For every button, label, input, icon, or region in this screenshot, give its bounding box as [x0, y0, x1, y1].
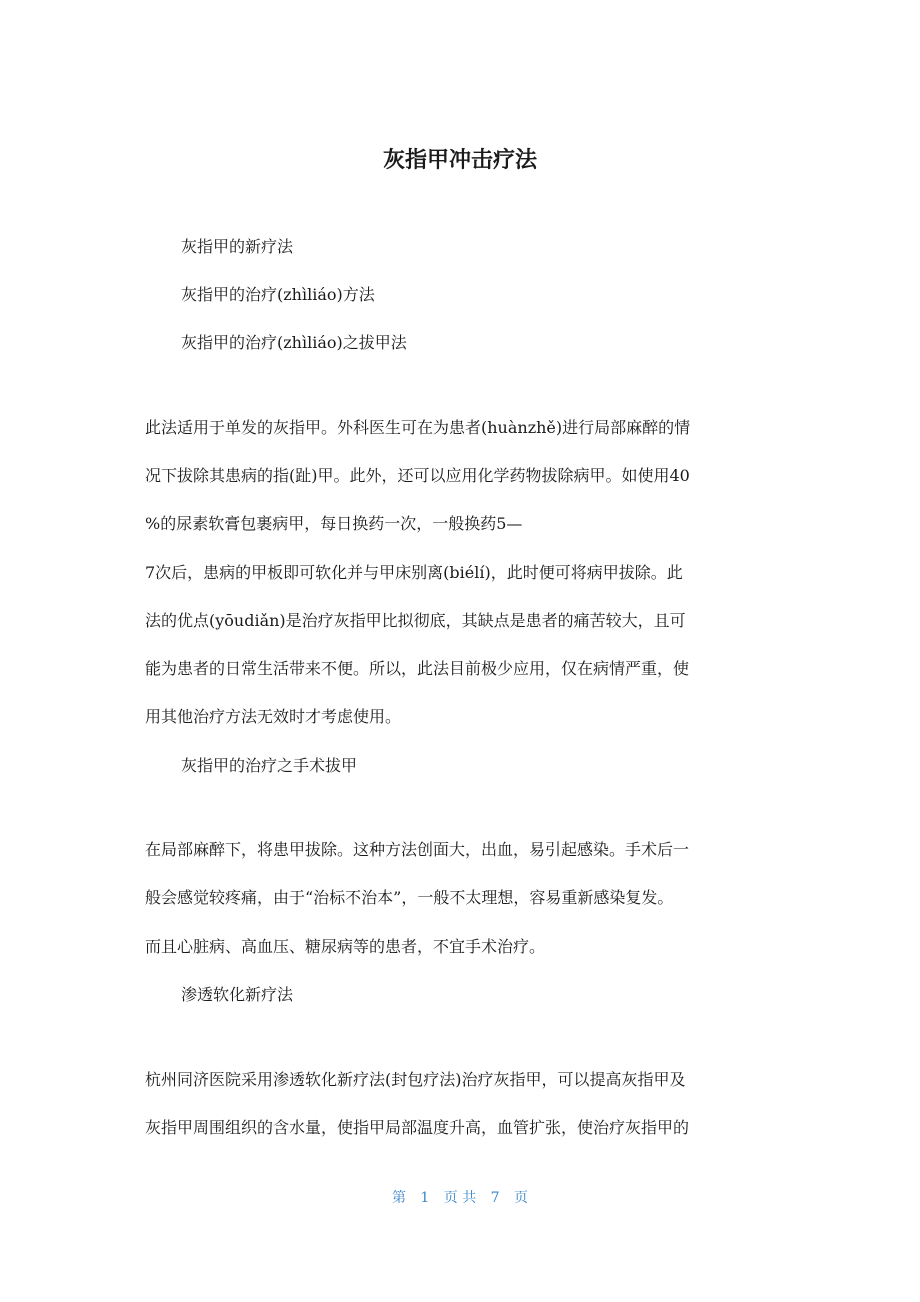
paragraph-line: 此法适用于单发的灰指甲。外科医生可在为患者(huànzhě)进行局部麻醉的情: [145, 418, 691, 437]
page-label-prefix: 第: [391, 1190, 406, 1206]
document-title: 灰指甲冲击疗法: [382, 148, 537, 173]
paragraph-line: 7次后，患病的甲板即可软化并与甲床别离(biélí)，此时便可将病甲拔除。此: [145, 563, 683, 582]
page-footer: [0, 1187, 920, 1209]
paragraph-line: 用其他治疗方法无效时才考虑使用。: [145, 707, 402, 726]
paragraph-line: 杭州同济医院采用渗透软化新疗法(封包疗法)治疗灰指甲，可以提高灰指甲及: [145, 1070, 686, 1089]
subheading-nail-removal: 灰指甲的治疗(zhìliáo)之拔甲法: [181, 333, 407, 352]
paragraph-line: %的尿素软膏包裹病甲，每日换药一次，一般换药5—: [145, 514, 523, 533]
paragraph-line: 灰指甲周围组织的含水量，使指甲局部温度升高，血管扩张，使治疗灰指甲的: [145, 1118, 690, 1137]
paragraph-line: 而且心脏病、高血压、糖尿病等的患者，不宜手术治疗。: [145, 937, 546, 956]
paragraph-line: 在局部麻醉下，将患甲拔除。这种方法创面大，出血，易引起感染。手术后一: [145, 840, 690, 859]
subheading-new-therapy: 灰指甲的新疗法: [181, 237, 294, 256]
paragraph-line: 能为患者的日常生活带来不便。所以，此法目前极少应用，仅在病情严重，使: [145, 659, 690, 678]
page-label-mid: 页 共: [443, 1190, 477, 1206]
page-label-suffix: 页: [514, 1190, 529, 1206]
subheading-surgical-removal: 灰指甲的治疗之手术拔甲: [181, 756, 358, 775]
paragraph-line: 法的优点(yōudiǎn)是治疗灰指甲比拟彻底，其缺点是患者的痛苦较大，且可: [145, 611, 686, 630]
current-page-number: 1: [420, 1190, 430, 1206]
subheading-treatment-method: 灰指甲的治疗(zhìliáo)方法: [181, 285, 375, 304]
paragraph-line: 般会感觉较疼痛，由于“治标不治本”，一般不太理想，容易重新感染复发。: [145, 888, 674, 907]
total-pages-number: 7: [490, 1190, 500, 1206]
subheading-osmotic-softening: 渗透软化新疗法: [181, 985, 294, 1004]
paragraph-line: 况下拔除其患病的指(趾)甲。此外，还可以应用化学药物拔除病甲。如使用40: [145, 466, 690, 485]
